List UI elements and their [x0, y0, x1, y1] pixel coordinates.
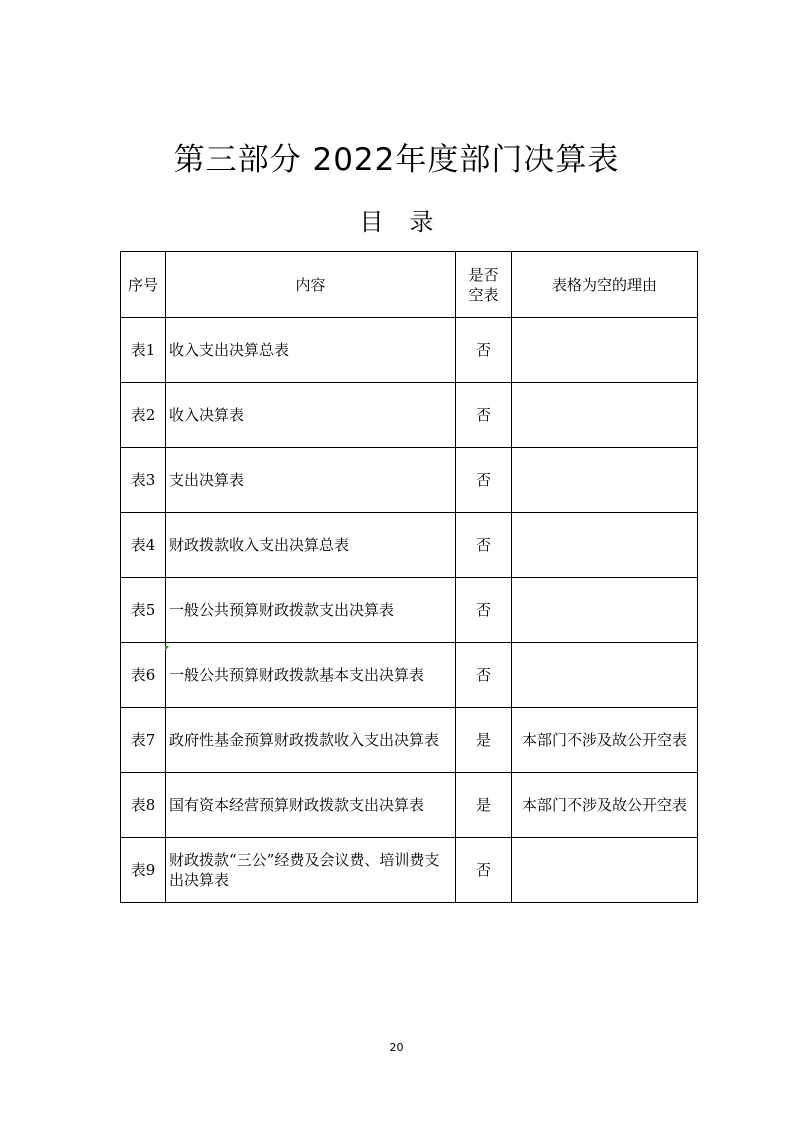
- row-content: 财政拨款收入支出决算总表: [166, 513, 456, 578]
- row-is-empty: 是: [456, 708, 512, 773]
- table-row: [121, 513, 698, 578]
- header-is-empty: 是否空表: [456, 252, 512, 318]
- cell-comment-marker: [165, 646, 169, 651]
- row-no: 表6: [121, 643, 166, 708]
- row-no: 表8: [121, 773, 166, 838]
- table-row: [121, 578, 698, 643]
- row-reason: [512, 578, 698, 643]
- row-no: 表1: [121, 318, 166, 383]
- table-header-row: [121, 252, 698, 318]
- header-reason: 表格为空的理由: [512, 252, 698, 318]
- row-content: 财政拨款“三公”经费及会议费、培训费支出决算表: [166, 838, 456, 903]
- row-no: 表5: [121, 578, 166, 643]
- row-is-empty: 否: [456, 513, 512, 578]
- row-no: 表2: [121, 383, 166, 448]
- row-content: 政府性基金预算财政拨款收入支出决算表: [166, 708, 456, 773]
- row-no: 表3: [121, 448, 166, 513]
- row-content: 支出决算表: [166, 448, 456, 513]
- table-row: [121, 383, 698, 448]
- row-reason: [512, 643, 698, 708]
- table-row: [121, 773, 698, 838]
- row-no: 表4: [121, 513, 166, 578]
- row-no: 表9: [121, 838, 166, 903]
- toc-heading-char-1: 目: [359, 208, 384, 236]
- table-row: [121, 838, 698, 903]
- table-row: [121, 448, 698, 513]
- page-number: 20: [389, 1041, 404, 1054]
- row-is-empty: 否: [456, 448, 512, 513]
- row-is-empty: 否: [456, 578, 512, 643]
- row-is-empty: 否: [456, 643, 512, 708]
- row-content: 国有资本经营预算财政拨款支出决算表: [166, 773, 456, 838]
- row-reason: [512, 838, 698, 903]
- toc-heading: [0, 206, 793, 238]
- header-content: 内容: [166, 252, 456, 318]
- row-reason: [512, 513, 698, 578]
- row-no: 表7: [121, 708, 166, 773]
- row-reason: 本部门不涉及故公开空表: [512, 708, 698, 773]
- row-is-empty: 否: [456, 318, 512, 383]
- table-row: [121, 318, 698, 383]
- page-title: 第三部分 2022年度部门决算表: [173, 142, 620, 178]
- row-content: 一般公共预算财政拨款支出决算表: [166, 578, 456, 643]
- row-reason: [512, 448, 698, 513]
- table-row: [121, 708, 698, 773]
- row-reason: [512, 318, 698, 383]
- row-content: 收入决算表: [166, 383, 456, 448]
- table-row: [121, 643, 698, 708]
- row-is-empty: 否: [456, 838, 512, 903]
- row-reason: 本部门不涉及故公开空表: [512, 773, 698, 838]
- header-no: 序号: [121, 252, 166, 318]
- row-is-empty: 否: [456, 383, 512, 448]
- toc-heading-char-2: 录: [409, 208, 434, 236]
- row-content: 收入支出决算总表: [166, 318, 456, 383]
- row-is-empty: 是: [456, 773, 512, 838]
- row-content: 一般公共预算财政拨款基本支出决算表: [166, 643, 456, 708]
- toc-table: [120, 251, 698, 903]
- row-reason: [512, 383, 698, 448]
